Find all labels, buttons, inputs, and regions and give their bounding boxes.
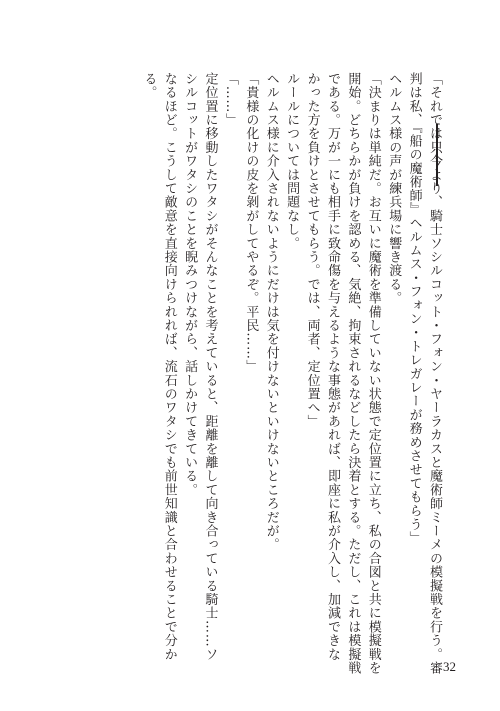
text-line: 「決まりは単純だ。お互いに魔術を準備していない状態で定位置に立ち、私の合図と共に模擬戦を (365, 72, 381, 675)
text-line: かった方を負けとさせてもらう。では、両者、定位置へ」 (304, 72, 320, 429)
text-line: 判は私、『船の魔術師』ヘルムス・フォン・トレガレーが務めさせてもらう」 (406, 72, 422, 545)
text-line: シルコットがワタシのことを睨みつけながら、話しかけてきている。 (182, 72, 198, 497)
page-number: 32 (443, 659, 456, 674)
text-line: 開始。どちらかが負けを認める、気絶、拘束されるなどしたら決着とする。ただし、これは模擬戦 (345, 72, 361, 675)
text-line: 「……」 (222, 72, 238, 127)
text-line: である。万が一にも相手に致命傷を与えるような事態があれば、即座に私が介入し、加減できな (324, 72, 340, 662)
text-line: ルールについては問題なし。 (284, 72, 300, 251)
text-line: ヘルムス様に介入されないようにだけは気を付けないといけないところだが。 (263, 72, 279, 552)
text-line: る。 (141, 72, 157, 100)
text-line: 「それでは只今より、騎士ソシルコット・フォン・ヤーラカスと魔術師ミーメの模擬戦を行う。審 (427, 72, 442, 675)
text-line: 「貴様の化けの皮を剝がしてやるぞ。平民……」 (243, 72, 259, 374)
body-text (14, 72, 444, 675)
text-line: なるほど。こうして敵意を直接向けられれば、流石のワタシでも前世知識と合わせることで分か (161, 72, 177, 662)
text-line: ヘルムス様の声が練兵場に響き渡る。 (386, 72, 402, 305)
text-line: 定位置に移動したワタシがそんなことを考えていると、距離を離して向き合っている騎士……ソ (202, 72, 218, 662)
